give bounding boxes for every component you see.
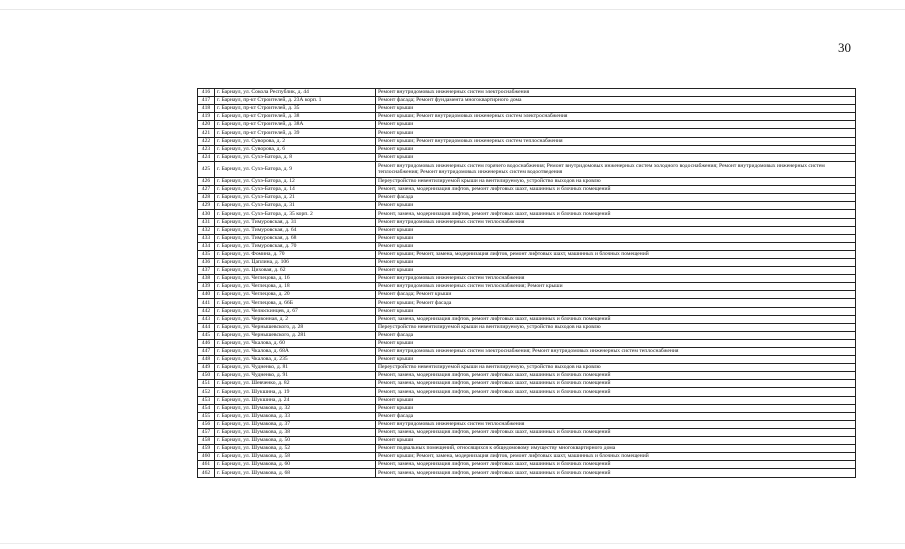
table-row [198, 315, 856, 323]
row-number: 419 [198, 113, 215, 121]
work-cell: Ремонт фасада; Ремонт фундамента многоквартирного дома [376, 97, 856, 105]
address-cell: г. Барнаул, ул. Чкалова, д. 235 [215, 356, 376, 364]
table-row [198, 396, 856, 404]
table-row [198, 210, 856, 218]
address-cell: г. Барнаул, ул. Сухэ-Батора, д. 14 [215, 186, 376, 194]
table-row [198, 364, 856, 372]
address-cell: г. Барнаул, ул. Сухэ-Батора, д. 8 [215, 153, 376, 161]
table-row [198, 105, 856, 113]
address-cell: г. Барнаул, ул. Чкалова, д. 68А [215, 348, 376, 356]
address-cell: г. Барнаул, ул. Чеглецова, д. 20 [215, 291, 376, 299]
row-number: 452 [198, 388, 215, 396]
address-cell: г. Барнаул, ул. Сухэ-Батора, д. 31 [215, 202, 376, 210]
work-cell: Ремонт, замена, модернизация лифтов, ремонт лифтовых шахт, машинных и блочных помещений [376, 315, 856, 323]
row-number: 460 [198, 453, 215, 461]
row-number: 441 [198, 299, 215, 307]
address-cell: г. Барнаул, ул. Шумакова, д. 32 [215, 404, 376, 412]
row-number: 424 [198, 153, 215, 161]
table-row [198, 202, 856, 210]
address-cell: г. Барнаул, ул. Суворова, д. 2 [215, 137, 376, 145]
row-number: 446 [198, 339, 215, 347]
row-number: 428 [198, 194, 215, 202]
table-row [198, 404, 856, 412]
address-cell: г. Барнаул, ул. Шукшина, д. 19 [215, 388, 376, 396]
address-cell: г. Барнаул, ул. Сокола Республик, д. 44 [215, 89, 376, 97]
row-number: 451 [198, 380, 215, 388]
table-row [198, 307, 856, 315]
address-cell: г. Барнаул, ул. Челюскинцев, д. 67 [215, 307, 376, 315]
table-row [198, 461, 856, 469]
address-cell: г. Барнаул, ул. Чеглецова, д. 66Б [215, 299, 376, 307]
work-cell: Ремонт, замена, модернизация лифтов, ремонт лифтовых шахт, машинных и блочных помещений [376, 469, 856, 477]
address-cell: г. Барнаул, ул. Чеглецова, д. 16 [215, 275, 376, 283]
page-number: 30 [838, 40, 851, 55]
table-row [198, 356, 856, 364]
row-number: 438 [198, 275, 215, 283]
work-cell: Ремонт крыши; Ремонт, замена, модернизация лифтов, ремонт лифтовых шахт, машинных и блочных помещений [376, 250, 856, 258]
row-number: 462 [198, 469, 215, 477]
address-cell: г. Барнаул, ул. Шумакова, д. 33 [215, 412, 376, 420]
address-cell: г. Барнаул, ул. Сухэ-Батора, д. 12 [215, 178, 376, 186]
row-number: 417 [198, 97, 215, 105]
table-row [198, 145, 856, 153]
work-cell: Ремонт крыши [376, 153, 856, 161]
table-row [198, 339, 856, 347]
row-number: 453 [198, 396, 215, 404]
work-cell: Ремонт фасада; Ремонт крыши [376, 291, 856, 299]
row-number: 443 [198, 315, 215, 323]
repair-table-body [198, 89, 856, 478]
work-cell: Ремонт крыши [376, 258, 856, 266]
work-cell: Ремонт, замена, модернизация лифтов, ремонт лифтовых шахт, машинных и блочных помещений [376, 372, 856, 380]
work-cell: Ремонт крыши [376, 437, 856, 445]
address-cell: г. Барнаул, ул. Чудненко, д. 91 [215, 372, 376, 380]
row-number: 444 [198, 323, 215, 331]
table-row [198, 242, 856, 250]
address-cell: г. Барнаул, пр-кт Строителей, д. 35 [215, 105, 376, 113]
row-number: 422 [198, 137, 215, 145]
row-number: 432 [198, 226, 215, 234]
work-cell: Ремонт, замена, модернизация лифтов, ремонт лифтовых шахт, машинных и блочных помещений [376, 388, 856, 396]
address-cell: г. Барнаул, ул. Тимуровская, д. 64 [215, 226, 376, 234]
row-number: 434 [198, 242, 215, 250]
table-row [198, 186, 856, 194]
row-number: 450 [198, 372, 215, 380]
address-cell: г. Барнаул, ул. Шумакова, д. 50 [215, 437, 376, 445]
table-row [198, 380, 856, 388]
work-cell: Ремонт крыши [376, 404, 856, 412]
work-cell: Ремонт, замена, модернизация лифтов, ремонт лифтовых шахт, машинных и блочных помещений [376, 210, 856, 218]
row-number: 459 [198, 445, 215, 453]
work-cell: Ремонт внутридомовых инженерных систем горячего водоснабжения; Ремонт внутридомовых инженерных систем холодного водоснабжения; Ремонт внутридомовых инженерных систем теплоснабжения; Ремонт внутридомовых инженерных систем водоотведения [376, 161, 856, 177]
row-number: 461 [198, 461, 215, 469]
work-cell: Ремонт внутридомовых инженерных систем теплоснабжения [376, 275, 856, 283]
table-row [198, 323, 856, 331]
table-row [198, 218, 856, 226]
table-row [198, 348, 856, 356]
work-cell: Ремонт фасада [376, 194, 856, 202]
work-cell: Ремонт крыши; Ремонт внутридомовых инженерных систем теплоснабжения [376, 137, 856, 145]
row-number: 455 [198, 412, 215, 420]
row-number: 429 [198, 202, 215, 210]
work-cell: Ремонт фасада [376, 331, 856, 339]
row-number: 435 [198, 250, 215, 258]
table-row [198, 121, 856, 129]
row-number: 449 [198, 364, 215, 372]
address-cell: г. Барнаул, ул. Тимуровская, д. 31 [215, 218, 376, 226]
work-cell: Переустройство невентилируемой крыши на вентилируемую, устройство выходов на кровлю [376, 323, 856, 331]
row-number: 433 [198, 234, 215, 242]
row-number: 418 [198, 105, 215, 113]
row-number: 421 [198, 129, 215, 137]
row-number: 416 [198, 89, 215, 97]
table-row [198, 234, 856, 242]
address-cell: г. Барнаул, ул. Сухэ-Батора, д. 21 [215, 194, 376, 202]
table-row [198, 153, 856, 161]
work-cell: Ремонт, замена, модернизация лифтов, ремонт лифтовых шахт, машинных и блочных помещений [376, 428, 856, 436]
work-cell: Ремонт, замена, модернизация лифтов, ремонт лифтовых шахт, машинных и блочных помещений [376, 186, 856, 194]
address-cell: г. Барнаул, ул. Червонная, д. 2 [215, 315, 376, 323]
row-number: 447 [198, 348, 215, 356]
table-row [198, 161, 856, 177]
table-row [198, 258, 856, 266]
work-cell: Ремонт внутридомовых инженерных систем теплоснабжения [376, 420, 856, 428]
address-cell: г. Барнаул, ул. Цаплина, д. 106 [215, 258, 376, 266]
table-row [198, 437, 856, 445]
address-cell: г. Барнаул, ул. Чкалова, д. 60 [215, 339, 376, 347]
work-cell: Ремонт крыши [376, 396, 856, 404]
row-number: 454 [198, 404, 215, 412]
row-number: 439 [198, 283, 215, 291]
row-number: 426 [198, 178, 215, 186]
table-row [198, 129, 856, 137]
table-row [198, 412, 856, 420]
work-cell: Ремонт фасада [376, 412, 856, 420]
table-row [198, 428, 856, 436]
address-cell: г. Барнаул, ул. Сухэ-Батора, д. 35 корп. 2 [215, 210, 376, 218]
row-number: 448 [198, 356, 215, 364]
work-cell: Ремонт внутридомовых инженерных систем электроснабжения [376, 89, 856, 97]
work-cell: Ремонт внутридомовых инженерных систем теплоснабжения; Ремонт крыши [376, 283, 856, 291]
row-number: 431 [198, 218, 215, 226]
table-row [198, 445, 856, 453]
address-cell: г. Барнаул, ул. Чернышевского, д. 281 [215, 331, 376, 339]
work-cell: Ремонт крыши [376, 226, 856, 234]
work-cell: Ремонт крыши [376, 105, 856, 113]
row-number: 425 [198, 161, 215, 177]
table-row [198, 194, 856, 202]
work-cell: Ремонт крыши [376, 234, 856, 242]
work-cell: Ремонт крыши [376, 339, 856, 347]
scan-edge-bottom [0, 543, 905, 544]
address-cell: г. Барнаул, ул. Циховая, д. 62 [215, 267, 376, 275]
table-row [198, 453, 856, 461]
address-cell: г. Барнаул, ул. Шукшина, д. 24 [215, 396, 376, 404]
address-cell: г. Барнаул, пр-кт Строителей, д. 38А [215, 121, 376, 129]
work-cell: Ремонт внутридомовых инженерных систем электроснабжения; Ремонт внутридомовых инженерных систем теплоснабжения [376, 348, 856, 356]
table-row [198, 97, 856, 105]
work-cell: Ремонт внутридомовых инженерных систем теплоснабжения [376, 218, 856, 226]
row-number: 457 [198, 428, 215, 436]
table-row [198, 372, 856, 380]
work-cell: Ремонт крыши; Ремонт, замена, модернизация лифтов, ремонт лифтовых шахт, машинных и блочных помещений [376, 453, 856, 461]
row-number: 458 [198, 437, 215, 445]
address-cell: г. Барнаул, ул. Шумакова, д. 68 [215, 469, 376, 477]
work-cell: Ремонт крыши [376, 307, 856, 315]
work-cell: Ремонт крыши [376, 145, 856, 153]
table-row [198, 331, 856, 339]
row-number: 427 [198, 186, 215, 194]
address-cell: г. Барнаул, ул. Сухэ-Батора, д. 9 [215, 161, 376, 177]
address-cell: г. Барнаул, ул. Тимуровская, д. 68 [215, 234, 376, 242]
work-cell: Переустройство невентилируемой крыши на вентилируемую, устройство выходов на кровлю [376, 178, 856, 186]
work-cell: Ремонт крыши; Ремонт фасада [376, 299, 856, 307]
table-row [198, 267, 856, 275]
row-number: 456 [198, 420, 215, 428]
row-number: 436 [198, 258, 215, 266]
work-cell: Ремонт крыши [376, 121, 856, 129]
address-cell: г. Барнаул, ул. Суворова, д. 6 [215, 145, 376, 153]
address-cell: г. Барнаул, ул. Шумакова, д. 60 [215, 461, 376, 469]
address-cell: г. Барнаул, ул. Чеглецова, д. 18 [215, 283, 376, 291]
work-cell: Ремонт крыши [376, 356, 856, 364]
address-cell: г. Барнаул, ул. Чернышевского, д. 28 [215, 323, 376, 331]
address-cell: г. Барнаул, ул. Фомина, д. 70 [215, 250, 376, 258]
address-cell: г. Барнаул, пр-кт Строителей, д. 38 [215, 113, 376, 121]
table-row [198, 226, 856, 234]
address-cell: г. Барнаул, пр-кт Строителей, д. 23А корп. 1 [215, 97, 376, 105]
table-row [198, 388, 856, 396]
row-number: 430 [198, 210, 215, 218]
repair-table [197, 88, 856, 478]
row-number: 445 [198, 331, 215, 339]
address-cell: г. Барнаул, ул. Шумакова, д. 37 [215, 420, 376, 428]
row-number: 440 [198, 291, 215, 299]
work-cell: Ремонт крыши; Ремонт внутридомовых инженерных систем электроснабжения [376, 113, 856, 121]
address-cell: г. Барнаул, ул. Шумакова, д. 52 [215, 445, 376, 453]
address-cell: г. Барнаул, ул. Шумакова, д. 38 [215, 428, 376, 436]
table-row [198, 299, 856, 307]
work-cell: Ремонт крыши [376, 129, 856, 137]
work-cell: Ремонт крыши [376, 202, 856, 210]
row-number: 420 [198, 121, 215, 129]
table-row [198, 89, 856, 97]
work-cell: Ремонт подвальных помещений, относящихся к общедомовому имуществу многоквартирного дома [376, 445, 856, 453]
row-number: 442 [198, 307, 215, 315]
address-cell: г. Барнаул, ул. Тимуровская, д. 70 [215, 242, 376, 250]
address-cell: г. Барнаул, ул. Чудненко, д. 81 [215, 364, 376, 372]
address-cell: г. Барнаул, пр-кт Строителей, д. 39 [215, 129, 376, 137]
work-cell: Переустройство невентилируемой крыши на вентилируемую, устройство выходов на кровлю [376, 364, 856, 372]
work-cell: Ремонт, замена, модернизация лифтов, ремонт лифтовых шахт, машинных и блочных помещений [376, 461, 856, 469]
row-number: 423 [198, 145, 215, 153]
table-row [198, 469, 856, 477]
table-row [198, 291, 856, 299]
table-row [198, 283, 856, 291]
address-cell: г. Барнаул, ул. Шевченко, д. 82 [215, 380, 376, 388]
table-row [198, 420, 856, 428]
table-row [198, 250, 856, 258]
row-number: 437 [198, 267, 215, 275]
table-row [198, 137, 856, 145]
work-cell: Ремонт крыши [376, 267, 856, 275]
work-cell: Ремонт крыши [376, 242, 856, 250]
address-cell: г. Барнаул, ул. Шумакова, д. 58 [215, 453, 376, 461]
scan-edge-top [0, 9, 905, 10]
table-row [198, 113, 856, 121]
table-row [198, 275, 856, 283]
work-cell: Ремонт, замена, модернизация лифтов, ремонт лифтовых шахт, машинных и блочных помещений [376, 380, 856, 388]
table-row [198, 178, 856, 186]
